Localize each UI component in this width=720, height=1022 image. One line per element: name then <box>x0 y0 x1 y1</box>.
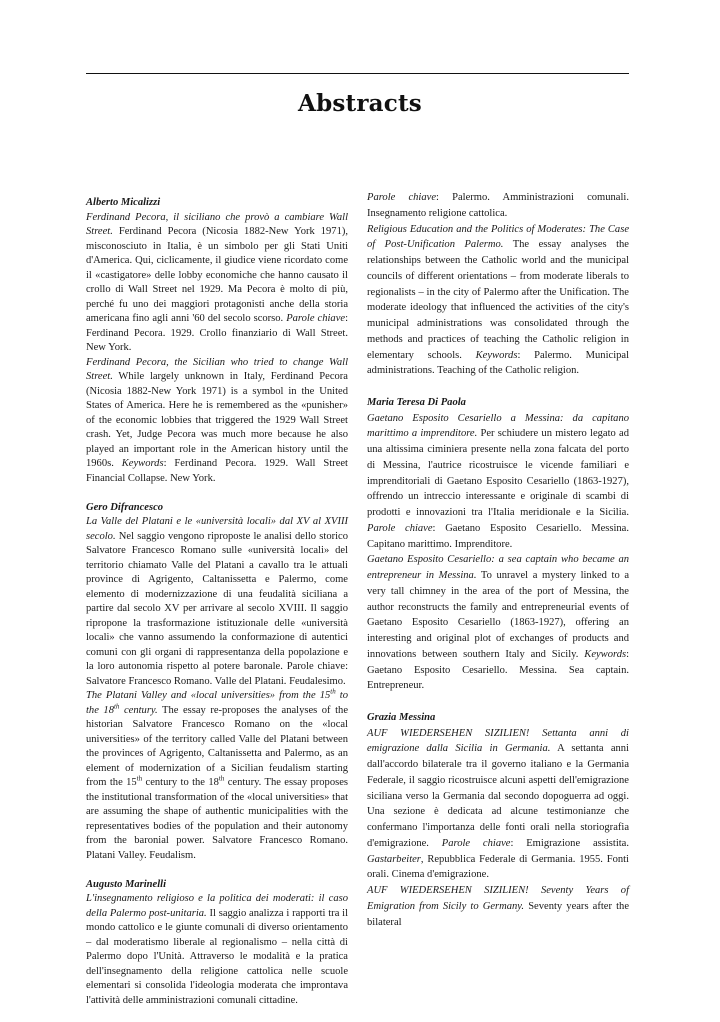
italian-abstract-text: Per schiudere un mistero legato ad una altissima ciminiera presente nella zona falcata del porto di Messina, l'autrice ricostruisce le vicende familiari e imprenditoriali di Gaetano Esposito Cesariello (1863-1927), offrendo un intreccio interessante e originale di scambi di prodotti e innovazioni tra l'Italia meridionale e la Sicilia. <box>367 428 629 518</box>
keywords-label: Keywords <box>584 648 627 660</box>
english-abstract-text: The essay re-proposes the analyses of the historian Salvatore Francesco Romano on the «local universities» of the territory called Valle del Platani between the provinces of Agrigento, Caltanissetta and Palermo, as an element of modernization of a Sicilian feudalism starting from the 15th century to the 18th century. The essay proposes the institutional transformation of the «local universities» that are assuming the shape of authentic municipalities with the representatives bodies of the population and their autonomy from the baronial power. Salvatore Francesco Romano. Platani Valley. Feudalism. <box>86 704 348 861</box>
english-keywords: : Ferdinand Pecora. 1929. Wall Street Financial Collapse. New York. <box>86 458 348 484</box>
italian-title: Ferdinand Pecora, il siciliano che provò a cambiare Wall Street. <box>86 211 348 237</box>
english-abstract-text: To unravel a mystery linked to a very tall chimney in the area of the port of Messina, the author reconstructs the family and entrepreneurial events of Gaetano Esposito Cesariello (1863-1927), offering an interesting and original plot of exchanges of products and innovations between southern Italy and Sicily. <box>367 570 630 660</box>
abstract-entry-messina <box>367 710 629 931</box>
top-rule <box>86 73 629 74</box>
parole-chiave-label: Parole chiave <box>286 313 346 324</box>
italian-abstract <box>367 726 629 884</box>
page-title: Abstracts <box>298 90 422 117</box>
italian-abstract-text: Ferdinand Pecora (Nicosia 1882-New York 1971), misconosciuto in Italia, è un simbolo per gli Stati Uniti d'America. Qui, ciclicamente, il giudice viene ricordato come il «castigatore» delle lobby economiche che hanno causato il crollo di Wall Street nel 1929. Ma Pecora è molto di più, perché fu uno dei maggiori protagonisti anche della storia americana fino agli anni '60 del secolo scorso. <box>86 226 348 324</box>
english-title: Gaetano Esposito Cesariello: a sea captain who became an entrepreneur in Messina. <box>367 554 629 581</box>
author-name: Augusto Marinelli <box>86 878 167 890</box>
italian-title: AUF WIEDERSEHEN SIZILIEN! Settanta anni di emigrazione dalla Sicilia in Germania. <box>367 727 629 755</box>
english-abstract <box>86 356 348 487</box>
english-abstract-text: While largely unknown in Italy, Ferdinand Pecora (Nicosia 1882-New York 1971) is a symbol in the United States of America. Here he is remembered as the «punisher» of the economic lobbies that triggered the 1929 Wall Street crash. Yet, Judge Pecora was much more because he also played an important role in the American history until the 1960s. <box>86 371 348 469</box>
right-column <box>367 190 629 930</box>
english-abstract <box>86 689 348 863</box>
english-abstract <box>367 552 629 694</box>
italian-abstract-text: A settanta anni dall'accordo bilaterale tra il governo italiano e la Germania Federale, il saggio ricostruisce alcuni aspetti dell'emigrazione siciliana verso la Germania dal secondo dopoguerra ad oggi. Una sezione è dedicata ad alcune testimonianze che confermano l'importanza delle fonti orali nella storiografia d'emigrazione. <box>367 743 629 849</box>
english-title: Religious Education and the Politics of Moderates: The Case of Post-Unification Palermo. <box>367 223 629 251</box>
abstract-entry-marinelli-end <box>367 190 629 379</box>
author-name: Gero Difrancesco <box>86 501 164 513</box>
abstract-entry-marinelli-start <box>86 878 348 1009</box>
italian-keywords-block <box>367 190 629 222</box>
abstract-entry-di-paola <box>367 395 629 694</box>
italian-keywords: : Gaetano Esposito Cesariello. Messina. Capitano marittimo. Imprenditore. <box>367 522 629 550</box>
english-abstract <box>367 883 629 930</box>
italian-title: Gaetano Esposito Cesariello a Messina: da capitano marittimo a imprenditore. <box>367 412 629 440</box>
author-name: Alberto Micalizzi <box>86 197 161 208</box>
english-abstract-text: Seventy years after the bilateral <box>367 900 630 928</box>
italian-abstract-text: Il saggio analizza i rapporti tra il mondo cattolico e le giunte comunali di diverso orientamento – dal moderatismo liberale al regionalismo – nella città di Palermo dopo l'Unità. Attraverso le modalità e la pratica dell'insegnamento della religione cattolica nelle scuole elementari si consolida l'ideologia moderata che improntava l'attività delle amministrazioni comunali cittadine. <box>86 907 349 1006</box>
english-keywords: : Gaetano Esposito Cesariello. Messina. Sea captain. Entrepreneur. <box>367 648 630 692</box>
abstract-entry-micalizzi <box>86 196 348 486</box>
english-keywords: : Palermo. Municipal administrations. Teaching of the Catholic religion. <box>367 349 630 377</box>
italian-keywords: : Palermo. Amministrazioni comunali. Insegnamento religione cattolica. <box>367 192 629 219</box>
italian-keywords: : Emigrazione assistita. Gastarbeiter, Repubblica Federale di Germania. 1955. Fonti orali. Cinema d'emigrazione. <box>367 837 629 881</box>
italian-abstract <box>86 515 348 689</box>
keywords-label: Keywords <box>475 349 518 361</box>
abstract-entry-difrancesco <box>86 501 348 864</box>
parole-chiave-label: Parole chiave <box>441 837 511 849</box>
keywords-label: Keywords <box>121 458 164 469</box>
english-title: Ferdinand Pecora, the Sicilian who tried to change Wall Street. <box>86 356 348 382</box>
parole-chiave-label: Parole chiave <box>367 192 436 203</box>
english-abstract-text: The essay analyses the relationships between the Catholic world and the municipal councils of different orientations – from moderate liberals to regionalists – in the city of Palermo after the Unification. The moderate ideology that influenced the activities of the city's municipal administrations was consolidated through the methods and practices of teaching the Catholic religion in elementary schools. <box>367 239 629 361</box>
author-name: Maria Teresa Di Paola <box>367 396 466 408</box>
english-title: AUF WIEDERSEHEN SIZILIEN! Seventy Years of Emigration from Sicily to Germany. <box>367 885 629 912</box>
italian-keywords: : Ferdinand Pecora. 1929. Crollo finanziario di Wall Street. New York. <box>86 313 348 353</box>
parole-chiave-label: Parole chiave <box>367 522 433 534</box>
italian-title: La Valle del Platani e le «università locali» dal XV al XVIII secolo. <box>86 516 348 542</box>
italian-abstract <box>367 411 629 553</box>
italian-abstract-text: Nel saggio vengono riproposte le analisi dello storico Salvatore Francesco Romano sulle «università locali» del territorio chiamato Valle del Platani a cavallo tra le attuali province di Agrigento, Caltanissetta e Palermo, come elemento di modernizzazione di una feudalità siciliana a partire dal secolo XV per arrivare al secolo XVIII. Il saggio ripropone la trasformazione istituzionale delle «università locali» che vanno assumendo la conformazione di autentici comuni con gli organi di rappresentanza della popolazione e la loro autonomia rispetto al potere baronale. <box>86 530 348 672</box>
italian-title: L'insegnamento religioso e la politica dei moderati: il caso della Palermo post-unitaria. <box>86 893 348 919</box>
italian-keywords: Parole chiave: Salvatore Francesco Romano. Valle del Platani. Feudalesimo. <box>86 661 348 687</box>
italian-abstract <box>86 211 348 356</box>
left-column <box>86 196 348 1008</box>
english-title: The Platani Valley and «local universities» from the 15th to the 18th century. <box>86 687 348 716</box>
english-abstract <box>367 222 629 380</box>
italian-abstract <box>86 892 348 1008</box>
author-name: Grazia Messina <box>367 711 436 723</box>
